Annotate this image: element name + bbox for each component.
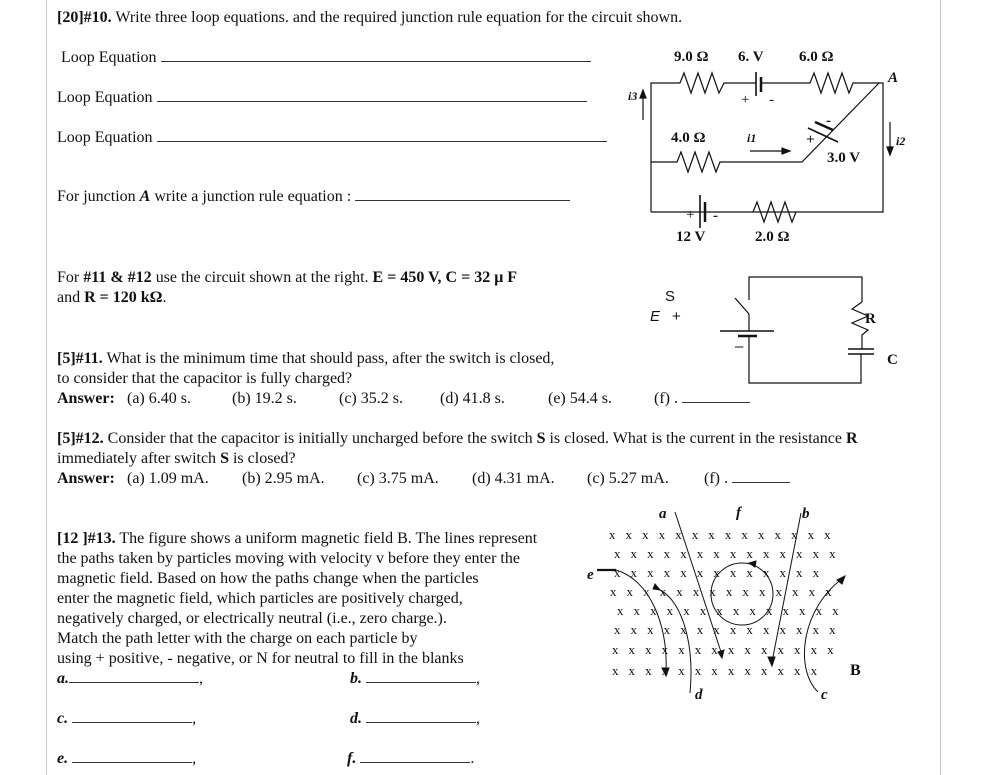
rc-loop [749,336,861,383]
label-6ohm: 6.0 Ω [799,49,834,65]
blank-label: b. [350,670,362,687]
blank-c[interactable]: c. , [57,710,197,727]
blank-label: c. [57,710,69,727]
q11-option-a[interactable]: (a) 6.40 s. [127,390,191,407]
label-path-e: e [587,567,594,583]
label-12v: 12 V [676,229,706,245]
label-3v: 3.0 V [827,150,861,166]
loop-label: Loop Equation [57,129,153,146]
q13-tag: [12 ]#13. [57,530,116,547]
intro-bold: #11 & #12 [83,269,152,286]
q11-tag: [5]#11. [57,350,103,367]
field-row: x x x x x x x x x x x x x x [609,527,835,542]
label-field-b: B [850,662,861,679]
label-switch-s: S [665,288,676,305]
label-path-a: a [659,506,667,522]
label-minus: - [713,208,718,224]
q12-option-d[interactable]: (d) 4.31 mA. [472,470,555,487]
q13-line-4: enter the magnetic field, which particles are positively charged, [57,590,463,607]
rc-wire [749,277,862,302]
answer-label: Answer: [57,390,115,407]
q12-tag: [5]#12. [57,430,104,447]
q11-option-b[interactable]: (b) 19.2 s. [232,390,297,407]
wire-top [651,83,680,212]
intro-values: E = 450 V, C = 32 μ F [372,269,518,286]
q12-s: S [220,450,229,467]
q11-option-d[interactable]: (d) 41.8 s. [440,390,505,407]
junction-post: write a junction rule equation : [154,188,352,205]
field-row: x x x x x x x x x x x x x x [612,642,838,657]
switch-blade [735,298,749,314]
label-path-f: f [736,505,741,521]
intro-r-value: R = 120 kΩ [84,289,163,306]
label-minus: - [826,113,831,129]
intro-and: and [57,289,85,306]
label-emf: E [650,308,661,325]
field-row: x x x x x x x x x x x x x [612,663,821,678]
label-2ohm: 2.0 Ω [755,229,790,245]
q12-option-c[interactable]: (c) 3.75 mA. [357,470,439,487]
blank-label: f. [347,750,357,767]
q12-text-a: Consider that the capacitor is initially uncharged before the switch [107,430,533,447]
circuit-diagram-11 [720,277,874,383]
intro-mid: use the circuit shown at the right. [151,269,373,286]
q12-s: S [536,430,546,447]
blank-d[interactable]: d. , [350,710,480,727]
intro-line-2: and R = 120 kΩ. [57,289,167,306]
q13-line-3: magnetic field. Based on how the paths change when the particles [57,570,479,587]
field-row: x x x x x x x x x x x x x [614,565,823,580]
label-minus: - [769,92,774,108]
field-row: x x x x x x x x x x x x x x [614,622,840,637]
q11-option-e[interactable]: (e) 54.4 s. [548,390,612,407]
q13-line-7: using + positive, - negative, or N for neutral to fill in the blanks [57,650,464,667]
blank-b[interactable]: b. , [350,670,480,687]
q12-text-b: is closed. What is the current in the resistance [549,430,842,447]
label-r: R [865,311,876,327]
q13-line-2: the paths taken by particles moving with velocity v before they enter the [57,550,520,567]
q12-option-a[interactable]: (a) 1.09 mA. [127,470,209,487]
resistor-9ohm [680,73,756,93]
label-path-d: d [695,687,703,703]
loop-label: Loop Equation [57,89,153,106]
label-i2: i2 [896,134,906,148]
q10-tag: [20]#10. [57,9,112,26]
label-path-b: b [802,506,810,522]
q10-text: Write three loop equations. and the required junction rule equation for the circuit shown. [115,9,683,26]
label-plus: + [806,132,815,148]
blank-label: d. [350,710,362,727]
label-9ohm: 9.0 Ω [674,49,709,65]
option-f-label: (f) . [654,390,678,407]
q12-text-c: immediately after switch [57,450,217,467]
junction-pre: For junction [57,188,136,205]
blank-e[interactable]: e. , [57,750,197,767]
label-plus: + [672,308,681,325]
q11-line-2: to consider that the capacitor is fully charged? [57,370,353,387]
answer-label: Answer: [57,470,115,487]
field-row: x x x x x x x x x x x x x x [614,546,840,561]
label-4ohm: 4.0 Ω [671,130,706,146]
label-minus: – [735,338,744,355]
intro-pre: For [57,269,84,286]
label-i1: i1 [747,131,757,145]
label-junction-a: A [888,70,899,86]
q12-text-d: is closed? [232,450,296,467]
q12-r: R [845,430,858,447]
blank-label: a. [57,670,69,687]
field-row: x x x x x x x x x x x x x x [617,603,843,618]
junction-letter: A [139,188,151,205]
q13-line-5: negatively charged, or electrically neutral (i.e., zero charge.). [57,610,447,627]
field-row: x x x x x x x x x x x x x x [610,584,836,599]
q13-line-6: Match the path letter with the charge on each particle by [57,630,418,647]
label-6v: 6. V [738,49,764,65]
option-f-label: (f) . [704,470,728,487]
loop-label: Loop Equation [61,49,157,66]
blank-a[interactable]: a. , [57,670,203,687]
label-path-c: c [821,687,828,703]
q11-text-1: What is the minimum time that should pass, after the switch is closed, [106,350,555,367]
label-c: C [887,352,898,368]
label-plus: + [741,92,750,108]
label-i3: i3 [628,89,638,103]
label-plus: + [686,207,695,223]
q13-text: The figure shows a uniform magnetic field B. The lines represent [119,530,538,547]
q11-option-c[interactable]: (c) 35.2 s. [339,390,403,407]
q12-option-b[interactable]: (b) 2.95 mA. [242,470,325,487]
blank-f[interactable]: f. . [347,750,475,767]
blank-label: e. [57,750,69,767]
q12-option-e[interactable]: (c) 5.27 mA. [587,470,669,487]
